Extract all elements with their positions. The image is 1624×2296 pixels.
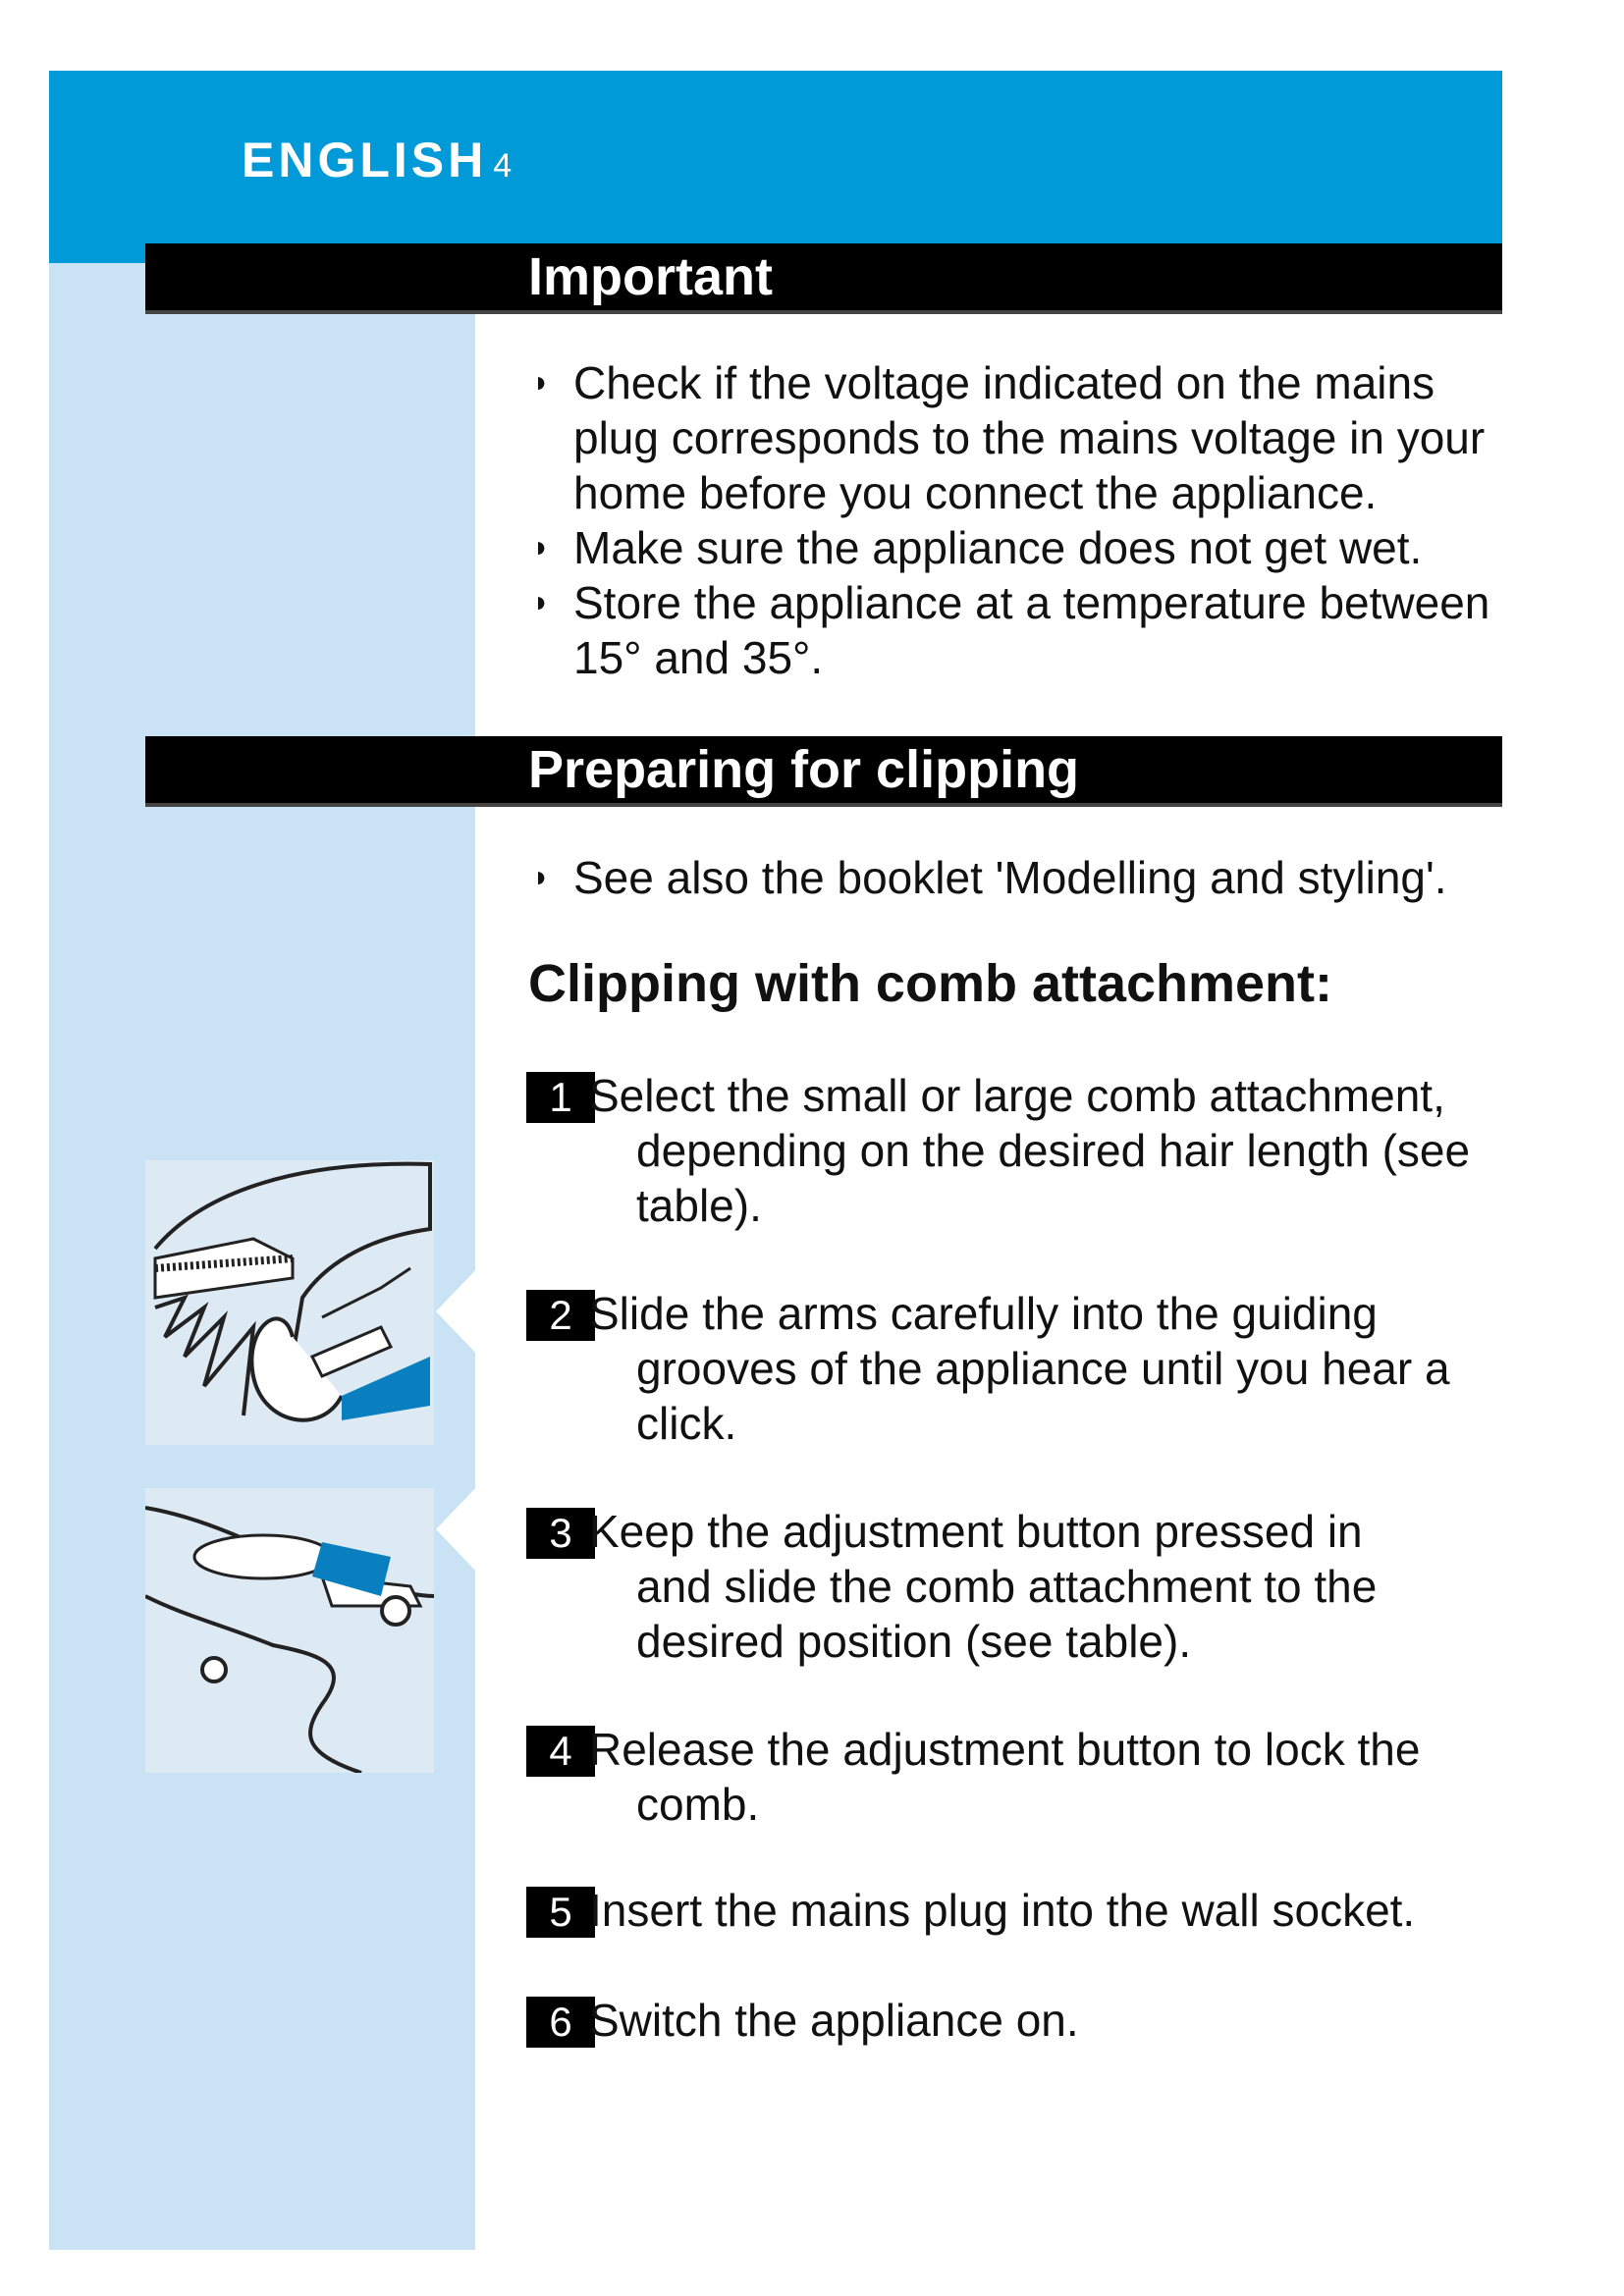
step-text-cont: depending on the desired hair length (see table). xyxy=(636,1125,1471,1231)
section-title: Important xyxy=(528,247,773,306)
step-number: 6 xyxy=(526,1997,595,2048)
step-text: Switch the appliance on. xyxy=(589,1995,1079,2046)
step-text-cont: and slide the comb attachment to the desired position (see table). xyxy=(636,1561,1378,1667)
step-text-cont: comb. xyxy=(636,1779,760,1830)
language-label: ENGLISH xyxy=(242,133,488,187)
section-bar-important xyxy=(145,243,1502,314)
step-text: Insert the mains plug into the wall socket. xyxy=(589,1885,1416,1936)
list-item: ◗ Make sure the appliance does not get wet. xyxy=(532,522,1423,573)
bullet-icon: ◗ xyxy=(532,586,551,618)
preparing-list xyxy=(526,850,1508,905)
subheading: Clipping with comb attachment: xyxy=(528,954,1332,1013)
step-text: Select the small or large comb attachment, xyxy=(589,1070,1445,1121)
step-number: 1 xyxy=(526,1072,595,1123)
section-title: Preparing for clipping xyxy=(528,740,1080,799)
comb-attachment-sliding-illustration xyxy=(145,1160,434,1445)
illustration-pointer xyxy=(436,1484,479,1575)
section-bar-preparing xyxy=(145,736,1502,807)
step-number: 2 xyxy=(526,1290,595,1341)
step-text-cont: grooves of the appliance until you hear a click. xyxy=(636,1343,1450,1449)
bullet-icon: ◗ xyxy=(532,366,551,399)
adjustment-button-icon xyxy=(145,1488,434,1773)
list-item: ◗ Store the appliance at a temperature between 15° and 35°. xyxy=(532,577,1490,683)
list-item: ◗ See also the booklet 'Modelling and styling'. xyxy=(532,852,1447,903)
adjustment-button-illustration xyxy=(145,1488,434,1773)
important-list xyxy=(526,355,1508,685)
page-number: 4 xyxy=(493,147,513,185)
step-text: Release the adjustment button to lock the xyxy=(589,1724,1421,1775)
illustration-pointer xyxy=(436,1266,479,1357)
bullet-icon: ◗ xyxy=(532,861,551,893)
step-number: 5 xyxy=(526,1887,595,1938)
step-number: 3 xyxy=(526,1508,595,1559)
step-text: Keep the adjustment button pressed in xyxy=(589,1506,1363,1557)
list-item: ◗ Check if the voltage indicated on the mains plug corresponds to the mains voltage in your home before you connect the appliance. xyxy=(532,357,1486,518)
language-header xyxy=(242,132,512,188)
step-text: Slide the arms carefully into the guiding xyxy=(589,1288,1378,1339)
clipper-comb-icon xyxy=(145,1160,434,1445)
bullet-icon: ◗ xyxy=(532,531,551,563)
step-number: 4 xyxy=(526,1726,595,1777)
